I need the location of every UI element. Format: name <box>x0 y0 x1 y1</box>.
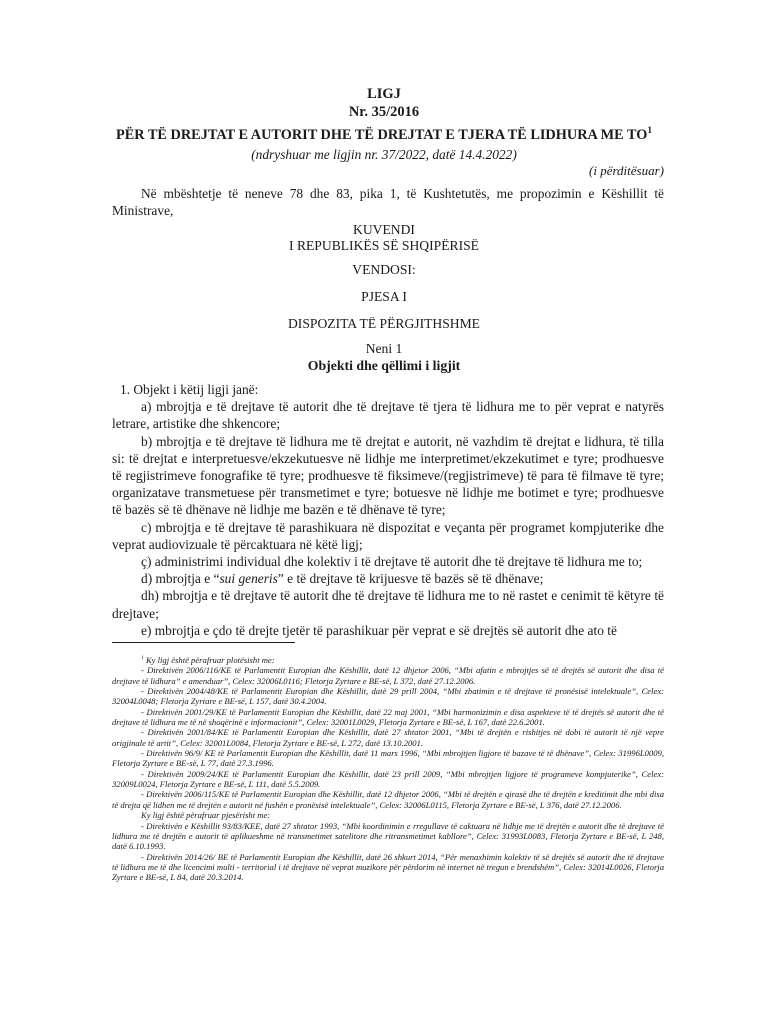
amendment-note: (ndryshuar me ligjin nr. 37/2022, datë 14.4.2022) <box>251 147 517 162</box>
part-heading: PJESA I <box>361 289 407 304</box>
item-dh: dh) mbrojtja e të drejtave të autorit dhe të drejtave të lidhura me to në rastet e cenimit të këtyre të drejtave; <box>112 588 664 621</box>
paragraph-1: 1. Objekt i këtij ligji janë: <box>120 382 259 397</box>
assembly-line-2: I REPUBLIKËS SË SHQIPËRISË <box>289 238 479 253</box>
item-b: b) mbrojtja e të drejtave të lidhura me të drejtat e autorit, në vazhdim të drejtat e lidhura, të tilla si: të drejtat e interpretuesve/ekzekutuesve në lidhje me interpretimet/ekzekutimet e tyre; prodhuesve të regjistrimeve fonografike të tyre; prodhuesve të fiksimeve/(regjistrimeve) të para të filmave të tyre; organizatave transmetuese për transmetimet e tyre; botuesve në lidhje me botimet e tyre; prodhuesve të bazës së të dhënave në lidhje me bazën e të dhënave të tyre; <box>112 433 664 518</box>
law-number: Nr. 35/2016 <box>348 104 420 120</box>
item-c: c) mbrojtja e të drejtave të parashikuara në dispozitat e veçanta për programet kompjuterike dhe veprat audiovizuale të përcaktuara në këtë ligj; <box>112 519 664 552</box>
footnote-item: - Direktivën 96/9/ KE të Parlamentit Europian dhe Këshillit, datë 11 mars 1996, “Mbi mbrojtjen ligjore të bazave të të dhënave”, Celex: 31996L0009, Fletorja Zyrtare e BE-së, L 77, datë 27.3.1996. <box>112 748 664 769</box>
item-e: e) mbrojtja e çdo të drejte tjetër të parashikuar për veprat e së drejtës së autorit dhe ato të <box>141 622 617 638</box>
item-d <box>112 570 664 587</box>
footnote-intro <box>112 655 664 665</box>
footnote-item: - Direktivën 2004/48/KE të Parlamentit Europian dhe Këshillit, datë 29 prill 2004, “Mbi zbatimin e të drejtave të pronësisë intelektuale”, Celex: 32004L0048; Fletorja Zyrtare e BE-së, L 157, datë 30.4.2004. <box>112 686 664 707</box>
footnote-partial-intro: Ky ligj është përafruar pjesërisht me: <box>141 810 271 821</box>
article-number: Neni 1 <box>365 341 403 356</box>
law-heading: LIGJ <box>367 86 401 102</box>
footnote-intro-text: Ky ligj është përafruar plotësisht me: <box>145 655 275 665</box>
item-d-post: ” e të drejtave të krijuesve të bazës së të dhënave; <box>277 571 544 587</box>
item-cc: ç) administrimi individual dhe kolektiv i të drejtave të autorit dhe të drejtave të lidhura me to; <box>141 554 643 570</box>
footnote-item: - Direktivën 2006/115/KE të Parlamentit Europian dhe Këshillit, datë 12 dhjetor 2006, “Mbi të drejtën e qirasë dhe të drejtën e kreditimit dhe mbi disa të drejta që lidhen me të drejtën e autorit në fushën e pronësisë intelektuale”, Celex: 32006L0115, Fletorja Zyrtare e BE-së, L 376, datë 27.12.2006. <box>112 789 664 810</box>
article-title: Objekti dhe qëllimi i ligjit <box>307 358 461 373</box>
footnote-item: - Direktivën e Këshillit 93/83/KEE, datë 27 shtator 1993, “Mbi koordinimin e rregullave të caktuara në lidhje me të drejtën e autorit dhe të drejtave të lidhura me të drejtën e autorit të aplikueshme në transmetimet satelitore dhe ritransmetimet kabllore”, Celex: 31993L0083, Fletorja Zyrtare e BE-së, L 248, datë 6.10.1993. <box>112 820 664 852</box>
part-title: DISPOZITA TË PËRGJITHSHME <box>287 316 480 331</box>
footnote-item: - Direktivën 2001/29/KE të Parlamentit Europian dhe Këshillit, datë 22 maj 2001, “Mbi harmonizimin e disa aspekteve të të drejtës së autorit dhe të drejtave të lidhura me të në shoqërinë e informacionit”, Celex: 32001L0029, Fletorja Zyrtare e BE-së, L 167, datë 22.6.2001. <box>112 706 664 728</box>
item-d-emphasis: sui generis <box>219 571 278 587</box>
updated-note: (i përditësuar) <box>589 163 664 178</box>
item-a: a) mbrojtja e të drejtave të autorit dhe të drejtave të tjera të lidhura me to për veprat e natyrës letrare, artistike dhe shkencore; <box>112 399 664 432</box>
law-title-text: PËR TË DREJTAT E AUTORIT DHE TË DREJTAT E TJERA TË LIDHURA ME TO <box>115 127 648 143</box>
preamble-text: Në mbështetje të neneve 78 dhe 83, pika 1, të Kushtetutës, me propozimin e Këshillit të Ministrave, <box>112 186 664 219</box>
item-d-pre: d) mbrojtja e “ <box>141 571 220 587</box>
footnote-item: - Direktivën 2006/116/KE të Parlamentit Europian dhe Këshillit, datë 12 dhjetor 2006, “Mbi afatin e mbrojtjes së të drejtës së autorit dhe disa të drejtave të lidhura” e amenduar”, Celex: 32006L0116; Fletorja Zyrtare e BE-së, L 372, datë 27.12.2006. <box>112 665 664 686</box>
footnote-marker: 1 <box>141 655 144 662</box>
footnote-item: - Direktivën 2014/26/ BE të Parlamentit Europian dhe Këshillit, datë 26 shkurt 2014, “Për menaxhimin kolektiv të së drejtës së autorit dhe të drejtave të lidhura me të dhe licencimi multi - territorial i të drejtave në veprat muzikore për përdorim në internet në tregun e brendshëm”, Celex: 32014L0026, Fletorja Zyrtare e BE-së, L 84, datë 20.3.2014. <box>112 851 664 883</box>
footnote-separator <box>112 642 295 643</box>
footnote-item: - Direktivën 2001/84/KE të Parlamentit Europian dhe Këshillit, datë 27 shtator 2001, “Mbi të drejtën e rishitjes në dobi të autorit të një vepre origjinale të artit”, Celex: 32001L0084, Fletorja Zyrtare e BE-së, L 272, datë 13.10.2001. <box>112 727 664 748</box>
footnote-item: - Direktivën 2009/24/KE të Parlamentit Europian dhe Këshillit, datë 23 prill 2009, “Mbi mbrojtjen ligjore të programeve kompjuterike”, Celex: 32009L0024, Fletorja Zyrtare e BE-së, L 111, datë 5.5.2009. <box>112 768 664 790</box>
law-title <box>0 127 768 143</box>
footnote-ref: 1 <box>647 126 653 137</box>
article-body <box>112 381 664 639</box>
footnotes <box>112 655 664 883</box>
decided-heading: VENDOSI: <box>352 262 416 277</box>
assembly-line-1: KUVENDI <box>353 222 415 237</box>
preamble <box>112 185 664 219</box>
